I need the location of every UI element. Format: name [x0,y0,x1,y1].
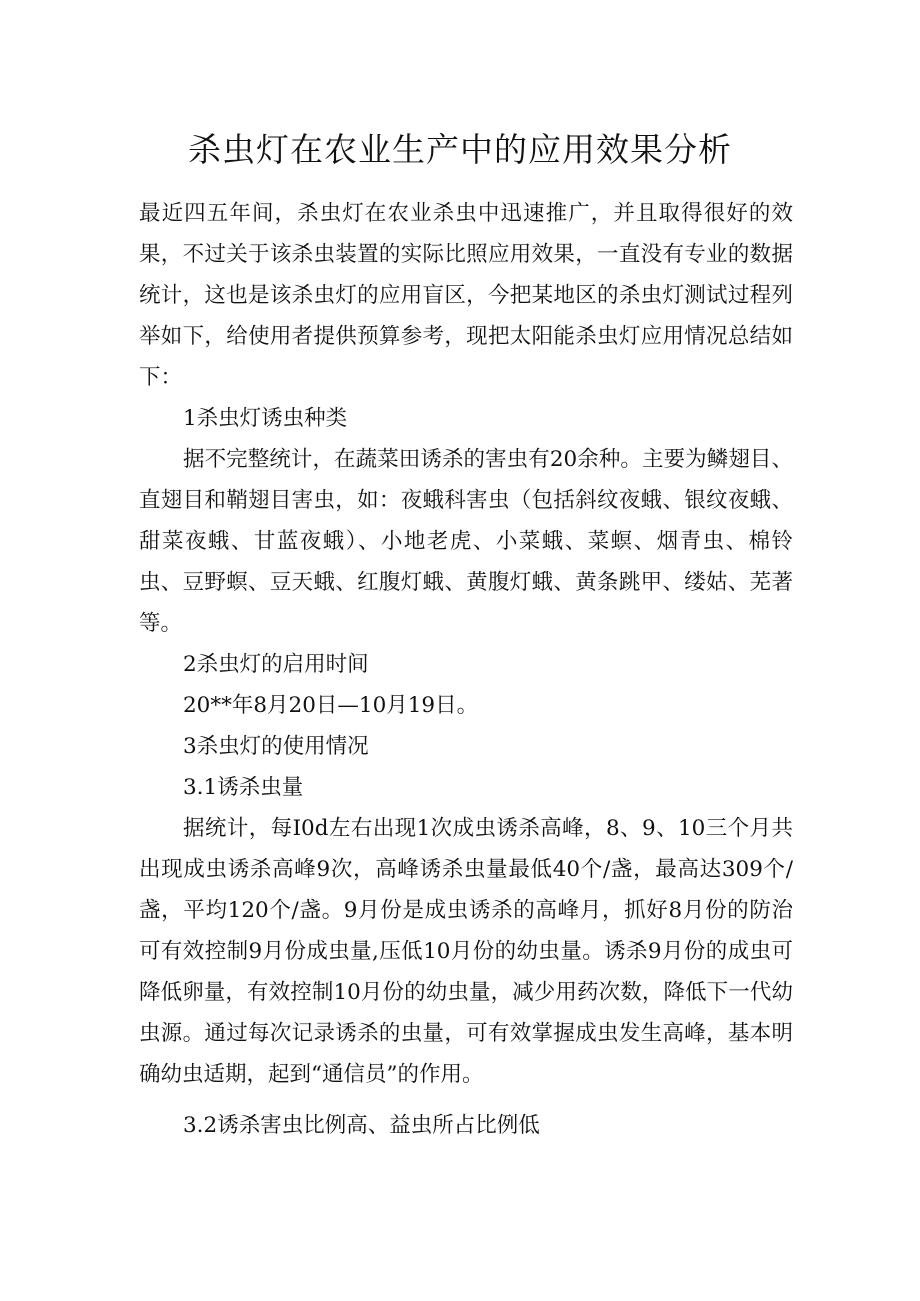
page-title: 杀虫灯在农业生产中的应用效果分析 [188,130,732,169]
document-body [139,193,793,1146]
section-paragraph-3-1: 据统计，每I0d左右出现1次成虫诱杀高峰，8、9、10三个月共出现成虫诱杀高峰9次，高峰诱杀虫量最低40个/盏，最高达309个/盏，平均120个/盏。9月份是成虫诱杀的高峰月，抓好8月份的防治可有效控制9月份成虫量,压低10月份的幼虫量。诱杀9月份的成虫可降低卵量，有效控制10月份的幼虫量，减少用药次数，降低下一代幼虫源。通过每次记录诱杀的虫量，可有效掌握成虫发生高峰，基本明确幼虫适期，起到“通信员”的作用。 [139,816,793,1087]
section-paragraph-1: 据不完整统计，在蔬菜田诱杀的害虫有20余种。主要为鳞翅目、直翅目和鞘翅目害虫，如：夜蛾科害虫（包括斜纹夜蛾、银纹夜蛾、甜菜夜蛾、甘蓝夜蛾）、小地老虎、小菜蛾、菜螟、烟青虫、棉铃虫、豆野螟、豆天蛾、红腹灯蛾、黄腹灯蛾、黄条跳甲、缕姑、芜著等。 [139,447,793,636]
section-heading-3-2: 3.2诱杀害虫比例高、益虫所占比例低 [183,1113,540,1138]
section-paragraph-2: 20**年8月20日—10月19日。 [183,693,479,718]
section-heading-3-1: 3.1诱杀虫量 [183,775,304,800]
section-heading-3: 3杀虫灯的使用情况 [183,734,369,759]
intro-paragraph: 最近四五年间，杀虫灯在农业杀虫中迅速推广，并且取得很好的效果，不过关于该杀虫装置的实际比照应用效果，一直没有专业的数据统计，这也是该杀虫灯的应用盲区，今把某地区的杀虫灯测试过程列举如下，给使用者提供预算参考，现把太阳能杀虫灯应用情况总结如下： [139,201,793,390]
section-heading-2: 2杀虫灯的启用时间 [183,652,369,677]
section-heading-1: 1杀虫灯诱虫种类 [183,406,348,431]
